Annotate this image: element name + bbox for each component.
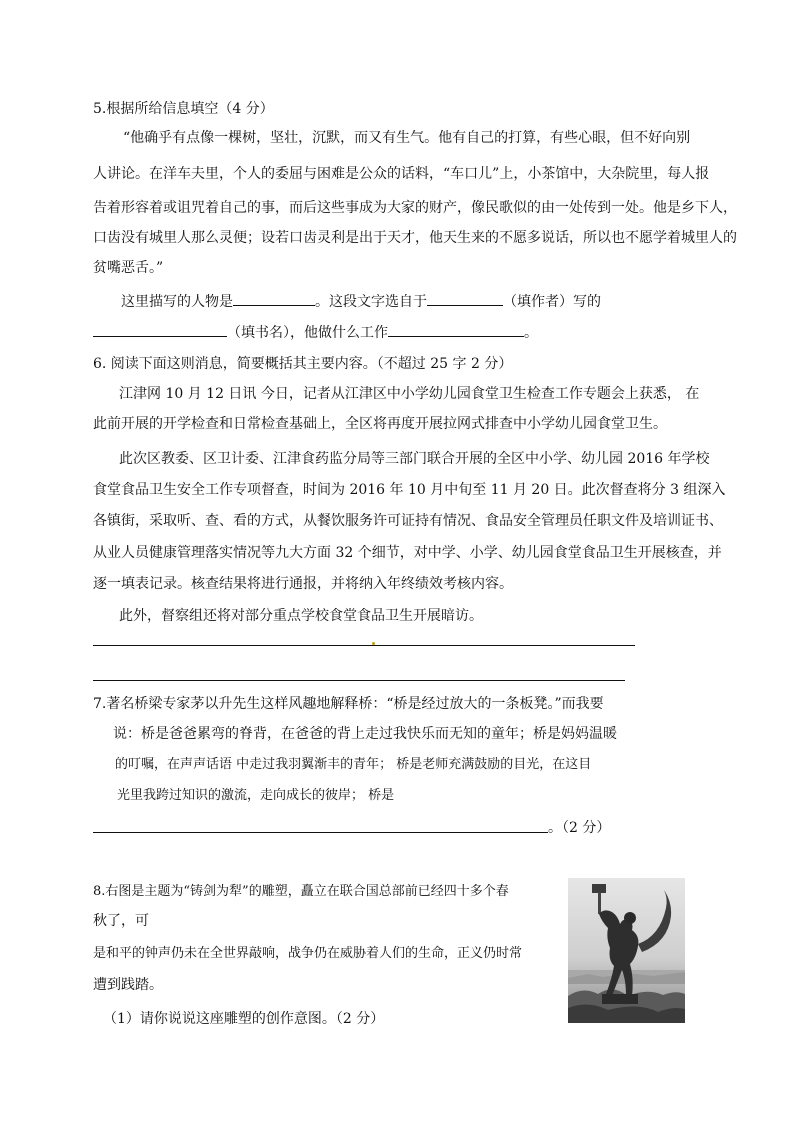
q5-passage-line: 口齿没有城里人那么灵便；设若口齿灵利是出于天才，他天生来的不愿多说话，所以也不愿学着城里人的 bbox=[93, 230, 737, 246]
q7-score: 。（2 分） bbox=[548, 820, 611, 836]
q6-news-line: 此外，督察组还将对部分重点学校食堂食品卫生开展暗访。 bbox=[119, 608, 483, 624]
q6-news-line: 食堂食品卫生安全工作专项督查，时间为 2016 年 10 月中旬至 11 月 20 日。此次督查将分 3 组深入 bbox=[93, 482, 726, 498]
q6-news-line: 江津网 10 月 12 日讯 今日，记者从江津区中小学幼儿园食堂卫生检查工作专题会上获悉， 在 bbox=[119, 386, 700, 402]
q8-line: 秋了，可 bbox=[93, 913, 149, 929]
q6-news-line: 此次区教委、区卫计委、江津食药监分局等三部门联合开展的全区中小学、幼儿园 2016 年学校 bbox=[119, 451, 710, 467]
q5-fill-text: （填书名），他做什么工作 bbox=[227, 325, 388, 341]
q5-fill-text: 这里描写的人物是 bbox=[121, 294, 233, 310]
answer-blank-author[interactable] bbox=[427, 291, 503, 306]
q8-line: 是和平的钟声仍未在全世界敲响，战争仍在威胁着人们的生命，正义仍时常 bbox=[93, 946, 523, 961]
q8-line: 遭到践踏。 bbox=[93, 977, 163, 993]
q5-fill-line-1 bbox=[121, 291, 601, 312]
q5-fill-line-2 bbox=[93, 322, 538, 343]
q7-title: 7.著名桥梁专家茅以升先生这样风趣地解释桥：“桥是经过放大的一条板凳。”而我要 bbox=[93, 696, 604, 712]
q6-title: 6. 阅读下面这则消息，简要概括其主要内容。（不超过 25 字 2 分） bbox=[93, 356, 513, 372]
q7-line: 的叮嘱，在声声话语 中走过我羽翼渐丰的青年； 桥是老师充满鼓励的目光，在这目 bbox=[115, 757, 592, 772]
q5-passage-line: 贫嘴恶舌。” bbox=[93, 260, 164, 276]
q7-line: 说：桥是爸爸累弯的脊背，在爸爸的背上走过我快乐而无知的童年；桥是妈妈温暖 bbox=[113, 726, 617, 742]
stray-dot bbox=[372, 642, 375, 645]
answer-blank-job[interactable] bbox=[388, 322, 524, 337]
answer-blank-book[interactable] bbox=[93, 322, 227, 337]
answer-blank-character[interactable] bbox=[233, 291, 315, 306]
answer-line[interactable] bbox=[93, 680, 625, 681]
q5-passage-line: 告着形容着或诅咒着自己的事，而后这些事成为大家的财产，像民歌似的由一处传到一处。他是乡下人， bbox=[93, 200, 737, 216]
q5-passage-line: “他确乎有点像一棵树，坚壮，沉默，而又有生气。他有自己的打算，有些心眼，但不好向别 bbox=[123, 130, 691, 146]
sculpture-photo bbox=[568, 878, 685, 1023]
q5-fill-text: 。 bbox=[524, 325, 538, 341]
q5-fill-text: （填作者）写的 bbox=[503, 294, 601, 310]
q6-news-line: 逐一填表记录。核查结果将进行通报，并将纳入年终绩效考核内容。 bbox=[93, 576, 513, 592]
q5-fill-text: 。这段文字选自于 bbox=[315, 294, 427, 310]
q8-title: 8.右图是主题为“铸剑为犁”的雕塑，矗立在联合国总部前已经四十多个春 bbox=[93, 884, 509, 899]
q7-line: 光里我跨过知识的激流，走向成长的彼岸； 桥是 bbox=[117, 788, 395, 803]
answer-line[interactable] bbox=[93, 645, 635, 646]
q6-news-line: 此前开展的开学检查和日常检查基础上，全区将再度开展拉网式排查中小学幼儿园食堂卫生。 bbox=[93, 416, 667, 432]
q6-news-line: 各镇街，采取听、查、看的方式，从餐饮服务许可证持有情况、食品安全管理员任职文件及培训证书、 bbox=[93, 513, 723, 529]
q5-title: 5.根据所给信息填空（4 分） bbox=[93, 101, 274, 117]
q6-news-line: 从业人员健康管理落实情况等九大方面 32 个细节，对中学、小学、幼儿园食堂食品卫生开展核查，并 bbox=[93, 545, 722, 561]
q8-subquestion: （1）请你说说这座雕塑的创作意图。（2 分） bbox=[103, 1011, 385, 1027]
answer-line[interactable] bbox=[93, 832, 548, 833]
q5-passage-line: 人讲论。在洋车夫里，个人的委屈与困难是公众的话料，“车口儿”上，小茶馆中，大杂院里，每人报 bbox=[93, 166, 710, 182]
